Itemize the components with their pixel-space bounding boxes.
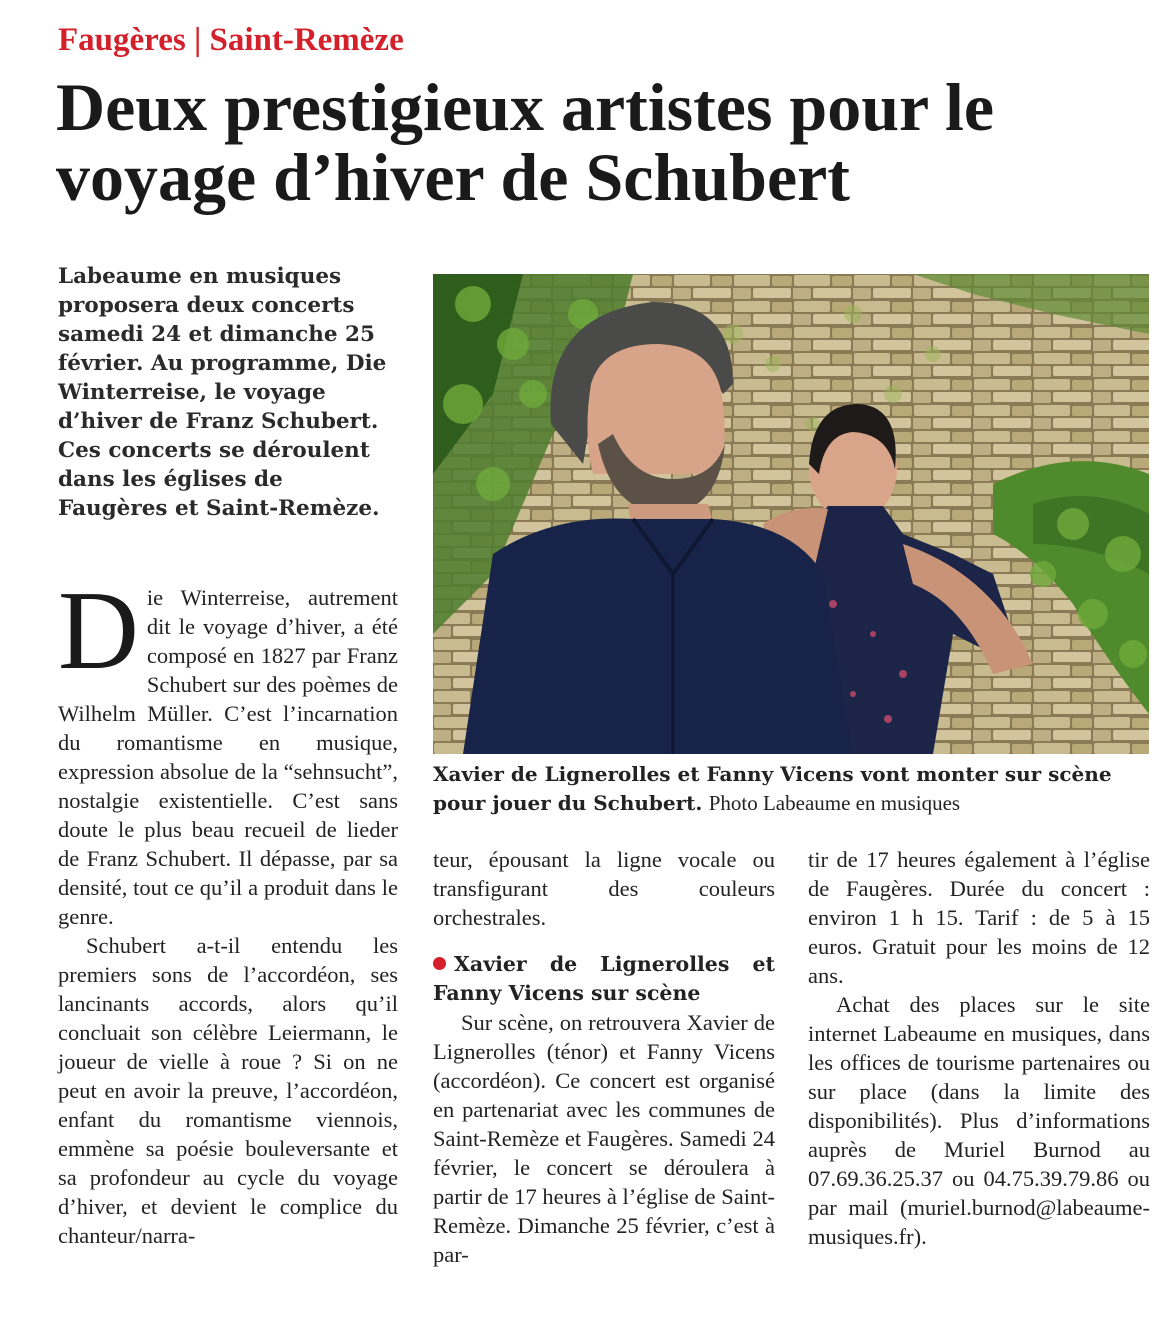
photo-caption [433,760,1153,818]
drop-cap: D [58,569,139,693]
article-column-2 [433,845,775,1269]
article-column-1 [58,569,398,1250]
paragraph-text: ie Winterreise, autrement dit le voyage d’hiver, a été composé en 1827 par Franz Schubert sur des poèmes de Wilhelm Müller. C’est l’incarnation du romantisme en musique, expression absolue de la “sehnsucht”, nostalgie existentielle. C’est sans doute le plus beau recueil de lieder de Franz Schubert. Il dépasse, par sa densité, tout ce qu’il a produit dans le genre. [58,585,398,929]
paragraph: Schubert a-t-il entendu les premiers sons de l’accordéon, ses lancinants accords, alors qu’il concluait son célèbre Leiermann, le joueur de vielle à roue ? Si on ne peut en avoir la preuve, l’accordéon, enfant du romantisme viennois, emmène sa poésie bouleversante et sa profondeur au cycle du voyage d’hiver, et devient le complice du chanteur/narra- [58,933,398,1248]
subheading [433,950,775,1008]
caption-text: Xavier de Lignerolles et Fanny Vicens vont monter sur scène pour jouer du Schubert. [433,762,1112,815]
standfirst: Labeaume en musiques proposera deux concerts samedi 24 et dimanche 25 février. Au programme, Die Winterreise, le voyage d’hiver de Franz Schubert. Ces concerts se déroulent dans les églises de Faugères et Saint-Remèze. [58,264,387,521]
subheading-text: Xavier de Lignerolles et Fanny Vicens sur scène [433,952,775,1005]
article-photo [433,274,1149,754]
bullet-dot-icon [433,957,446,970]
paragraph: tir de 17 heures également à l’église de Faugères. Durée du concert : environ 1 h 15. Tarif : de 5 à 15 euros. Gratuit pour les moins de 12 ans. [808,847,1150,988]
paragraph: Sur scène, on retrouvera Xavier de Lignerolles (ténor) et Fanny Vicens (accordéon). Ce concert est organisé en partenariat avec les communes de Saint-Remèze et Faugères. Samedi 24 février, le concert se déroulera à partir de 17 heures à l’église de Saint-Remèze. Dimanche 25 février, c’est à par- [433,1010,775,1267]
paragraph: teur, épousant la ligne vocale ou transfigurant des couleurs orchestrales. [433,847,775,930]
photo-credit: Photo Labeaume en musiques [708,791,961,815]
paragraph [58,569,398,931]
article-column-3 [808,845,1150,1251]
paragraph: Achat des places sur le site internet Labeaume en musiques, dans les offices de tourisme partenaires ou sur place (dans la limite des disponibilités). Plus d’informations auprès de Muriel Burnod au 07.69.36.25.37 ou 04.75.39.79.86 ou par mail (muriel.burnod@labeaume-musiques.fr). [808,992,1150,1249]
section-kicker: Faugères | Saint-Remèze [58,22,404,58]
headline: Deux prestigieux artistes pour le voyage d’hiver de Schubert [56,69,995,215]
